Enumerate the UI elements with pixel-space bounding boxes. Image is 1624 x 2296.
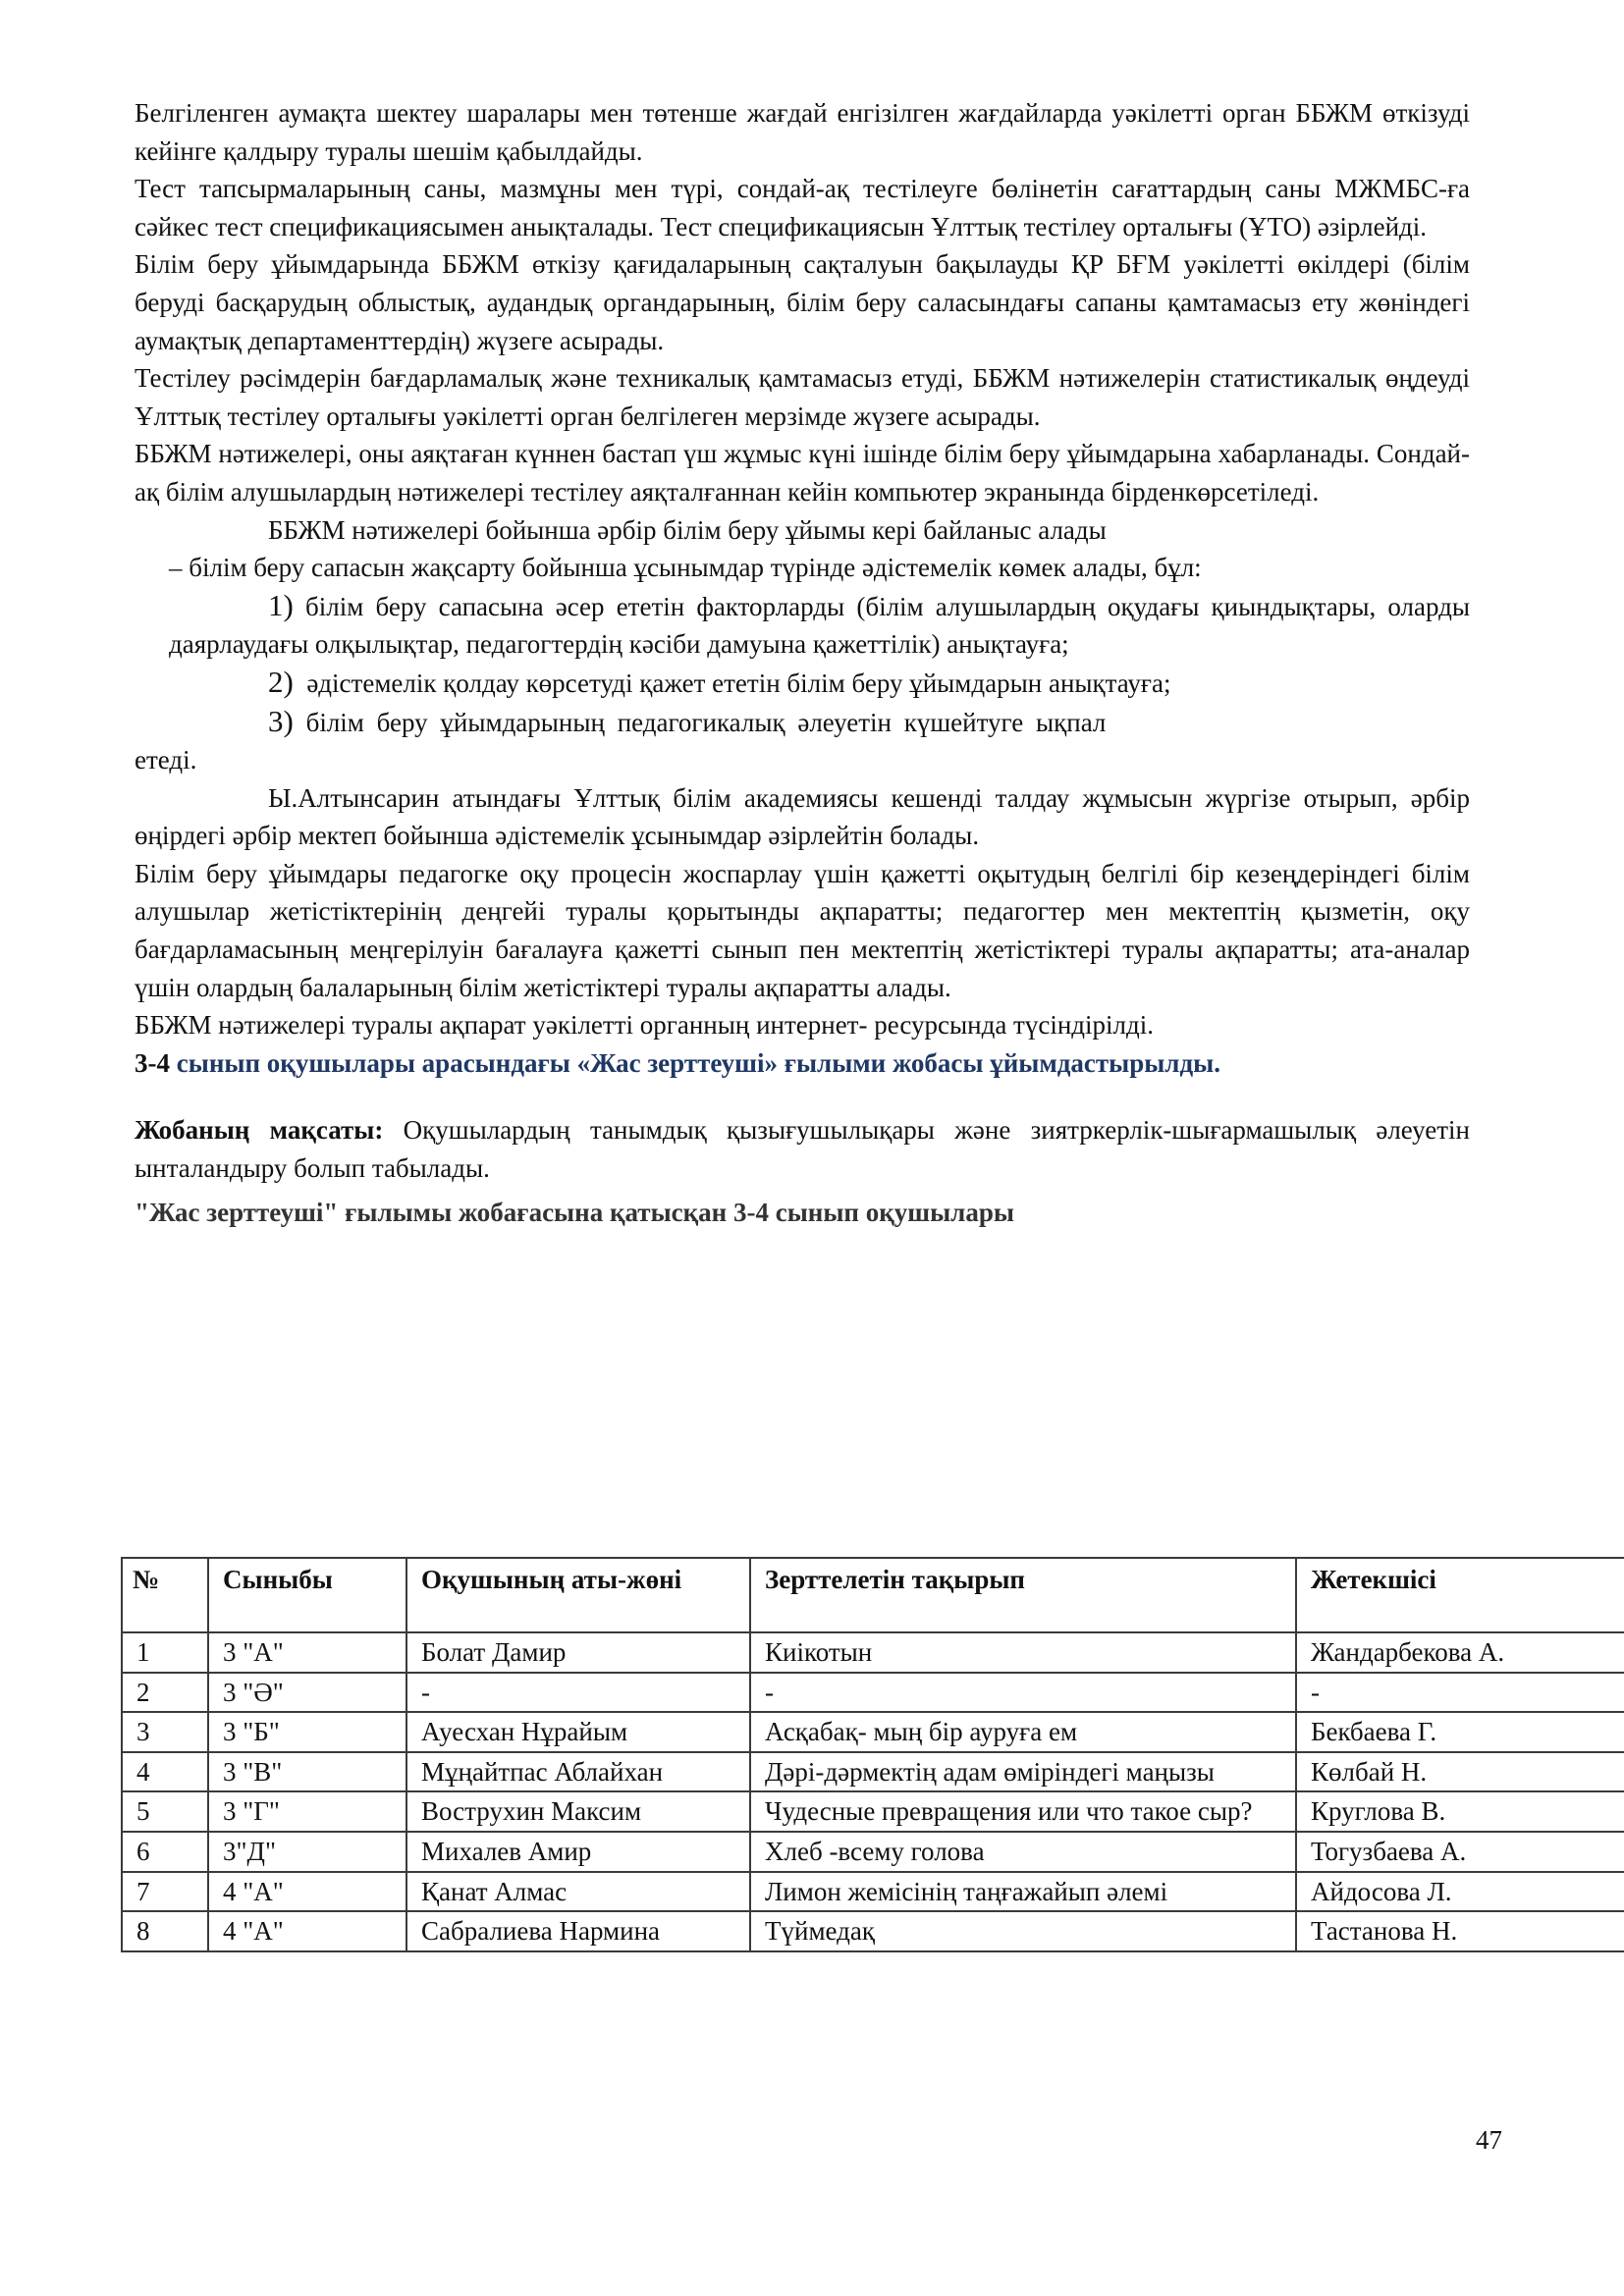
paragraph-postponement: Белгіленген аумақта шектеу шаралары мен төтенше жағдай енгізілген жағдайларда уәкілетті орган ББЖМ өткізуді кейінге қалдыру туралы шешім қабылдайды. [135,98,1470,166]
table-header-row [122,1558,1624,1632]
list-text: әдістемелік қолдау көрсетуді қажет ететін білім беру ұйымдарын анықтауға; [306,667,1171,698]
list-number: 3) [268,703,294,738]
paragraph-feedback: ББЖМ нәтижелері бойынша әрбір білім беру ұйымы кері байланыс алады [268,514,1107,545]
cell-research-topic: Хлеб -всему голова [750,1832,1296,1872]
paragraph-results-notification: ББЖМ нәтижелері, оны аяқтаған күннен бастап үш жұмыс күні ішінде білім беру ұйымдарына хабарланады. Сондай-ақ білім алушылардың нәтижелері тестілеу аяқталғаннан кейін компьютер экранында бірденкөрсетіледі. [135,439,1470,507]
cell-student-name: Қанат Алмас [406,1872,750,1912]
cell-student-name: Ауесхан Нұрайым [406,1712,750,1752]
list-text: білім беру ұйымдарының педагогикалық әлеуетін күшейтуге ықпал [305,707,1107,737]
cell-research-topic: Түймедақ [750,1911,1296,1951]
participants-table [121,1557,1624,1952]
list-item-2 [135,664,1470,703]
table-row [122,1911,1624,1951]
table-caption: "Жас зерттеуші" ғылымы жобағасына қатысқан 3-4 сынып оқушылары [135,1197,1014,1227]
list-item-3 [135,703,1470,742]
cell-student-name: Сабралиева Нармина [406,1911,750,1951]
cell-class: 3"Д" [208,1832,406,1872]
cell-number: 8 [122,1911,208,1951]
participants-table-wrap [121,1557,1525,1952]
cell-class: 3 "Ә" [208,1673,406,1713]
table-row [122,1832,1624,1872]
cell-student-name: Болат Дамир [406,1632,750,1673]
header-class: Сыныбы [208,1558,406,1632]
paragraph-technical-support: Тестілеу рәсімдерін бағдарламалық және техникалық қамтамасыз етуді, ББЖМ нәтижелерін статистикалық өңдеуді Ұлттық тестілеу орталығы уәкілетті орган белгілеген мерзімде жүзеге асырады. [135,363,1470,431]
cell-supervisor: Бекбаева Г. [1296,1712,1624,1752]
body-text [135,94,1470,1231]
table-row [122,1712,1624,1752]
heading-lead: 3-4 [135,1047,170,1078]
cell-class: 3 "Г" [208,1791,406,1832]
cell-class: 3 "Б" [208,1712,406,1752]
table-row [122,1791,1624,1832]
cell-supervisor: Тогузбаева А. [1296,1832,1624,1872]
paragraph-organizations-info: Білім беру ұйымдары педагогке оқу процесін жоспарлау үшін қажетті оқытудың белгілі бір кезеңдеріндегі білім алушылар жетістіктерінің деңгейі туралы қорытынды ақпаратты; педагогтер мен мектептің қызметін, оқу бағдарламасының меңгерілуін бағалауға қажетті сынып пен мектептің жетістіктері туралы ақпаратты; ата-аналар үшін олардың балаларының білім жетістіктері туралы ақпаратты алады. [135,858,1470,1002]
cell-class: 4 "А" [208,1911,406,1951]
cell-research-topic: Лимон жемісінің таңғажайып әлемі [750,1872,1296,1912]
list-item-1 [135,587,1470,664]
cell-research-topic: - [750,1673,1296,1713]
cell-research-topic: Чудесные превращения или что такое сыр? [750,1791,1296,1832]
list-number: 2) [268,664,294,699]
cell-supervisor: Жандарбекова А. [1296,1632,1624,1673]
cell-supervisor: - [1296,1673,1624,1713]
page-number: 47 [1476,2125,1502,2155]
paragraph-continuation: етеді. [135,745,197,775]
cell-research-topic: Киікотын [750,1632,1296,1673]
paragraph-internet-resource: ББЖМ нәтижелері туралы ақпарат уәкілетті органның интернет- ресурсында түсіндірілді. [135,1010,1154,1041]
cell-number: 7 [122,1872,208,1912]
heading-rest: сынып оқушылары арасындағы «Жас зерттеуші» ғылыми жобасы ұйымдастырылды. [170,1047,1220,1078]
cell-supervisor: Айдосова Л. [1296,1872,1624,1912]
cell-supervisor: Көлбай Н. [1296,1752,1624,1792]
cell-number: 3 [122,1712,208,1752]
cell-student-name: Вострухин Максим [406,1791,750,1832]
cell-number: 1 [122,1632,208,1673]
cell-research-topic: Асқабақ- мың бір ауруға ем [750,1712,1296,1752]
table-row [122,1632,1624,1673]
header-student-name: Оқушының аты-жөні [406,1558,750,1632]
goal-label: Жобаның мақсаты: [135,1115,384,1146]
list-number: 1) [268,587,294,622]
goal-text: Оқушылардың танымдық қызығушылықары және зиятркерлік-шығармашылық әлеуетін ынталандыру болып табылады. [135,1115,1470,1184]
header-supervisor: Жетекшісі [1296,1558,1624,1632]
cell-student-name: Мұңайтпас Аблайхан [406,1752,750,1792]
table-row [122,1752,1624,1792]
paragraph-monitoring: Білім беру ұйымдарында ББЖМ өткізу қағидаларының сақталуын бақылауды ҚР БҒМ уәкілетті өкілдері (білім беруді басқарудың облыстық, аудандық органдарының, білім беру саласындағы сапаны қамтамасыз ету жөніндегі аумақтық департаменттердің) жүзеге асырады. [135,249,1470,355]
list-text: білім беру сапасына әсер ететін факторларды (білім алушылардың оқудағы қиындықтары, оларды даярлаудағы олқылықтар, педагогтердің кәсіби дамуына қажеттілік) анықтауға; [169,591,1471,660]
header-research-topic: Зерттелетін тақырып [750,1558,1296,1632]
section-heading [135,1044,1470,1083]
project-goal [135,1111,1470,1187]
cell-number: 6 [122,1832,208,1872]
table-row [122,1872,1624,1912]
cell-research-topic: Дәрі-дәрмектің адам өміріндегі маңызы [750,1752,1296,1792]
paragraph-academy: Ы.Алтынсарин атындағы Ұлттық білім академиясы кешенді талдау жұмысын жүргізе отырып, әрбір өңірдегі әрбір мектеп бойынша әдістемелік ұсынымдар әзірлейтін болады. [135,782,1470,851]
cell-supervisor: Круглова В. [1296,1791,1624,1832]
cell-supervisor: Тастанова Н. [1296,1911,1624,1951]
cell-number: 5 [122,1791,208,1832]
paragraph-test-specification: Тест тапсырмаларының саны, мазмұны мен түрі, сондай-ақ тестілеуге бөлінетін сағаттардың саны МЖМБС-ға сәйкес тест спецификациясымен анықталады. Тест спецификациясын Ұлттық тестілеу орталығы (ҰТО) әзірлейді. [135,174,1470,241]
paragraph-methodical-help: – білім беру сапасын жақсарту бойынша ұсынымдар түрінде әдістемелік көмек алады, бұл: [169,553,1202,583]
cell-student-name: - [406,1673,750,1713]
cell-number: 4 [122,1752,208,1792]
header-number: № [122,1558,208,1632]
cell-number: 2 [122,1673,208,1713]
cell-student-name: Михалев Амир [406,1832,750,1872]
cell-class: 3 "В" [208,1752,406,1792]
cell-class: 4 "А" [208,1872,406,1912]
table-row [122,1673,1624,1713]
cell-class: 3 "А" [208,1632,406,1673]
